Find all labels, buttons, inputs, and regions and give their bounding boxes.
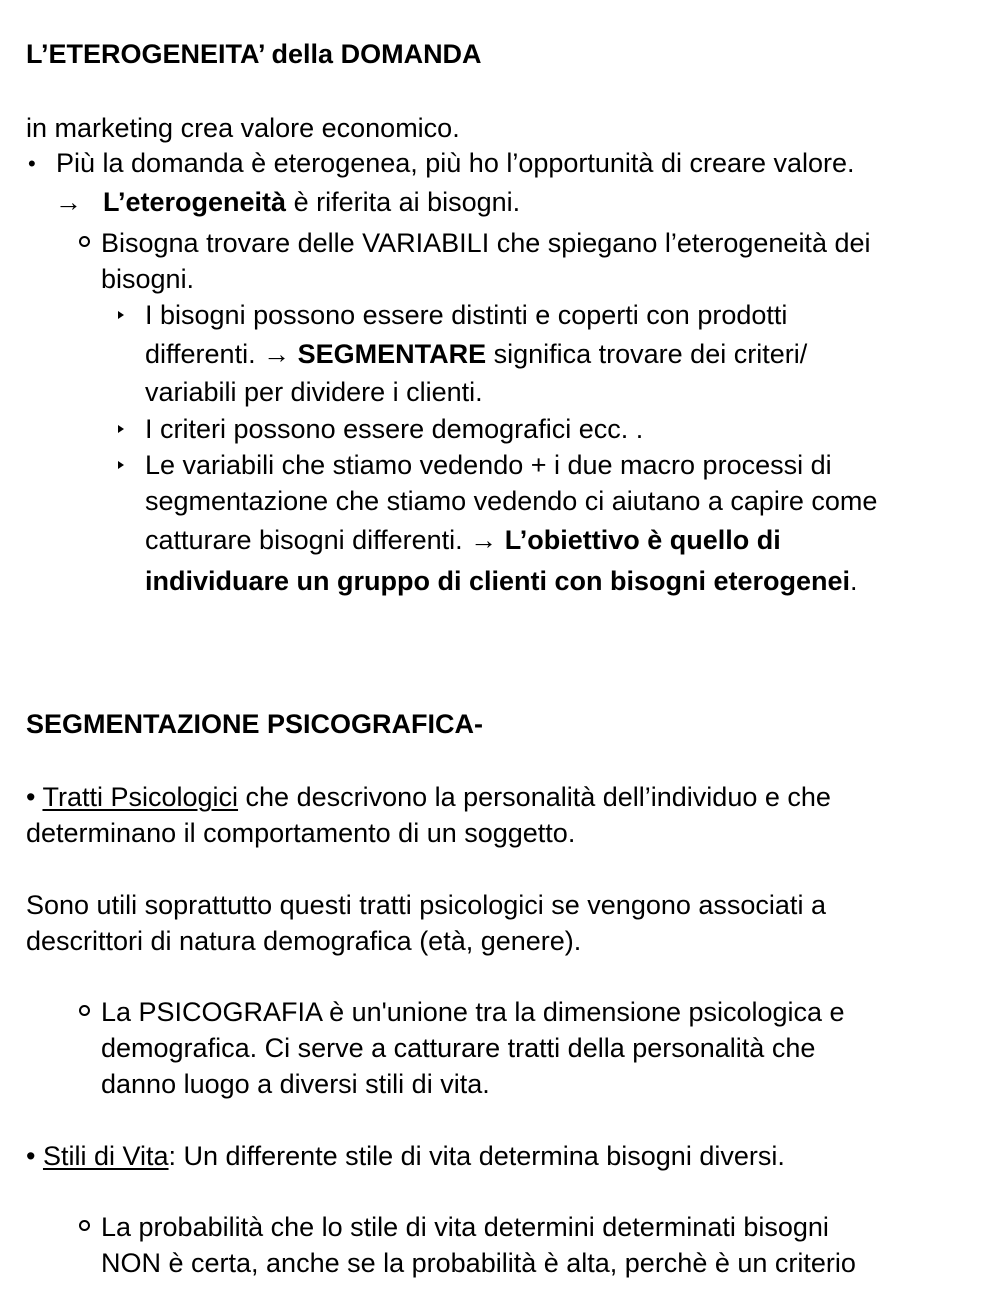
tertiary-1-line-2 xyxy=(145,341,807,368)
t3-end: . xyxy=(850,566,858,596)
arrow-bold: L’eterogeneità xyxy=(103,187,287,217)
t3-bold-a: L’obiettivo è quello di xyxy=(504,525,781,555)
p3-underlined: Stili di Vita xyxy=(42,1141,169,1171)
t1-text-a: differenti. → xyxy=(145,339,298,369)
circle-bullet-icon xyxy=(79,1220,90,1231)
tertiary-1-line-1: I bisogni possono essere distinti e coperti con prodotti xyxy=(145,300,788,330)
tertiary-3-line-4 xyxy=(145,568,858,595)
tertiary-3-line-3 xyxy=(145,527,781,554)
subpoint-line-1: Bisogna trovare delle VARIABILI che spiegano l’eterogeneità dei xyxy=(101,228,871,258)
t3-text-a: catturare bisogni differenti. → xyxy=(145,525,505,555)
t1-bold: SEGMENTARE xyxy=(297,339,487,369)
psych-traits-line-1 xyxy=(26,784,831,811)
p1-bullet: • xyxy=(26,782,43,812)
tertiary-1-line-3: variabili per dividere i clienti. xyxy=(145,377,483,407)
t3-bold-b: individuare un gruppo di clienti con bisogni eterogenei xyxy=(145,566,851,596)
triangle-bullet-icon xyxy=(118,311,124,319)
psychography-line-2: demografica. Ci serve a catturare tratti della personalità che xyxy=(101,1033,816,1063)
lifestyle-line xyxy=(26,1143,785,1170)
psych-traits-line-2: determinano il comportamento di un soggetto. xyxy=(26,818,576,848)
tertiary-3-line-1: Le variabili che stiamo vedendo + i due macro processi di xyxy=(145,450,832,480)
intro-line: in marketing crea valore economico. xyxy=(26,113,460,143)
subpoint-line-2: bisogni. xyxy=(101,264,195,294)
arrow-rest: è riferita ai bisogni. xyxy=(286,187,521,217)
tertiary-2-line: I criteri possono essere demografici ecc. . xyxy=(145,414,644,444)
t1-text-b: significa trovare dei criteri/ xyxy=(486,339,808,369)
p1-underlined: Tratti Psicologici xyxy=(42,782,239,812)
bullet-text: Più la domanda è eterogenea, più ho l’opportunità di creare valore. xyxy=(56,148,855,178)
probability-line-2: NON è certa, anche se la probabilità è alta, perchè è un criterio xyxy=(101,1248,856,1278)
tertiary-3-line-2: segmentazione che stiamo vedendo ci aiutano a capire come xyxy=(145,486,878,516)
triangle-bullet-icon xyxy=(118,425,124,433)
psychography-line-1: La PSICOGRAFIA è un'unione tra la dimensione psicologica e xyxy=(101,997,845,1027)
p3-rest: : Un differente stile di vita determina bisogni diversi. xyxy=(168,1141,785,1171)
circle-bullet-icon xyxy=(79,1005,90,1016)
psychography-line-3: danno luogo a diversi stili di vita. xyxy=(101,1069,490,1099)
bullet-dot: • xyxy=(28,151,36,176)
arrow-icon: → xyxy=(55,187,82,217)
triangle-bullet-icon xyxy=(118,461,124,469)
useful-line-2: descrittori di natura demografica (età, genere). xyxy=(26,926,582,956)
circle-bullet-icon xyxy=(79,236,90,247)
p1-rest: che descrivono la personalità dell’individuo e che xyxy=(238,782,831,812)
p3-bullet: • xyxy=(26,1141,43,1171)
section1-title: L’ETEROGENEITA’ della DOMANDA xyxy=(26,39,482,69)
section2-title: SEGMENTAZIONE PSICOGRAFICA- xyxy=(26,709,484,739)
arrow-line xyxy=(103,189,520,216)
probability-line-1: La probabilità che lo stile di vita determini determinati bisogni xyxy=(101,1212,829,1242)
useful-line-1: Sono utili soprattutto questi tratti psicologici se vengono associati a xyxy=(26,890,826,920)
